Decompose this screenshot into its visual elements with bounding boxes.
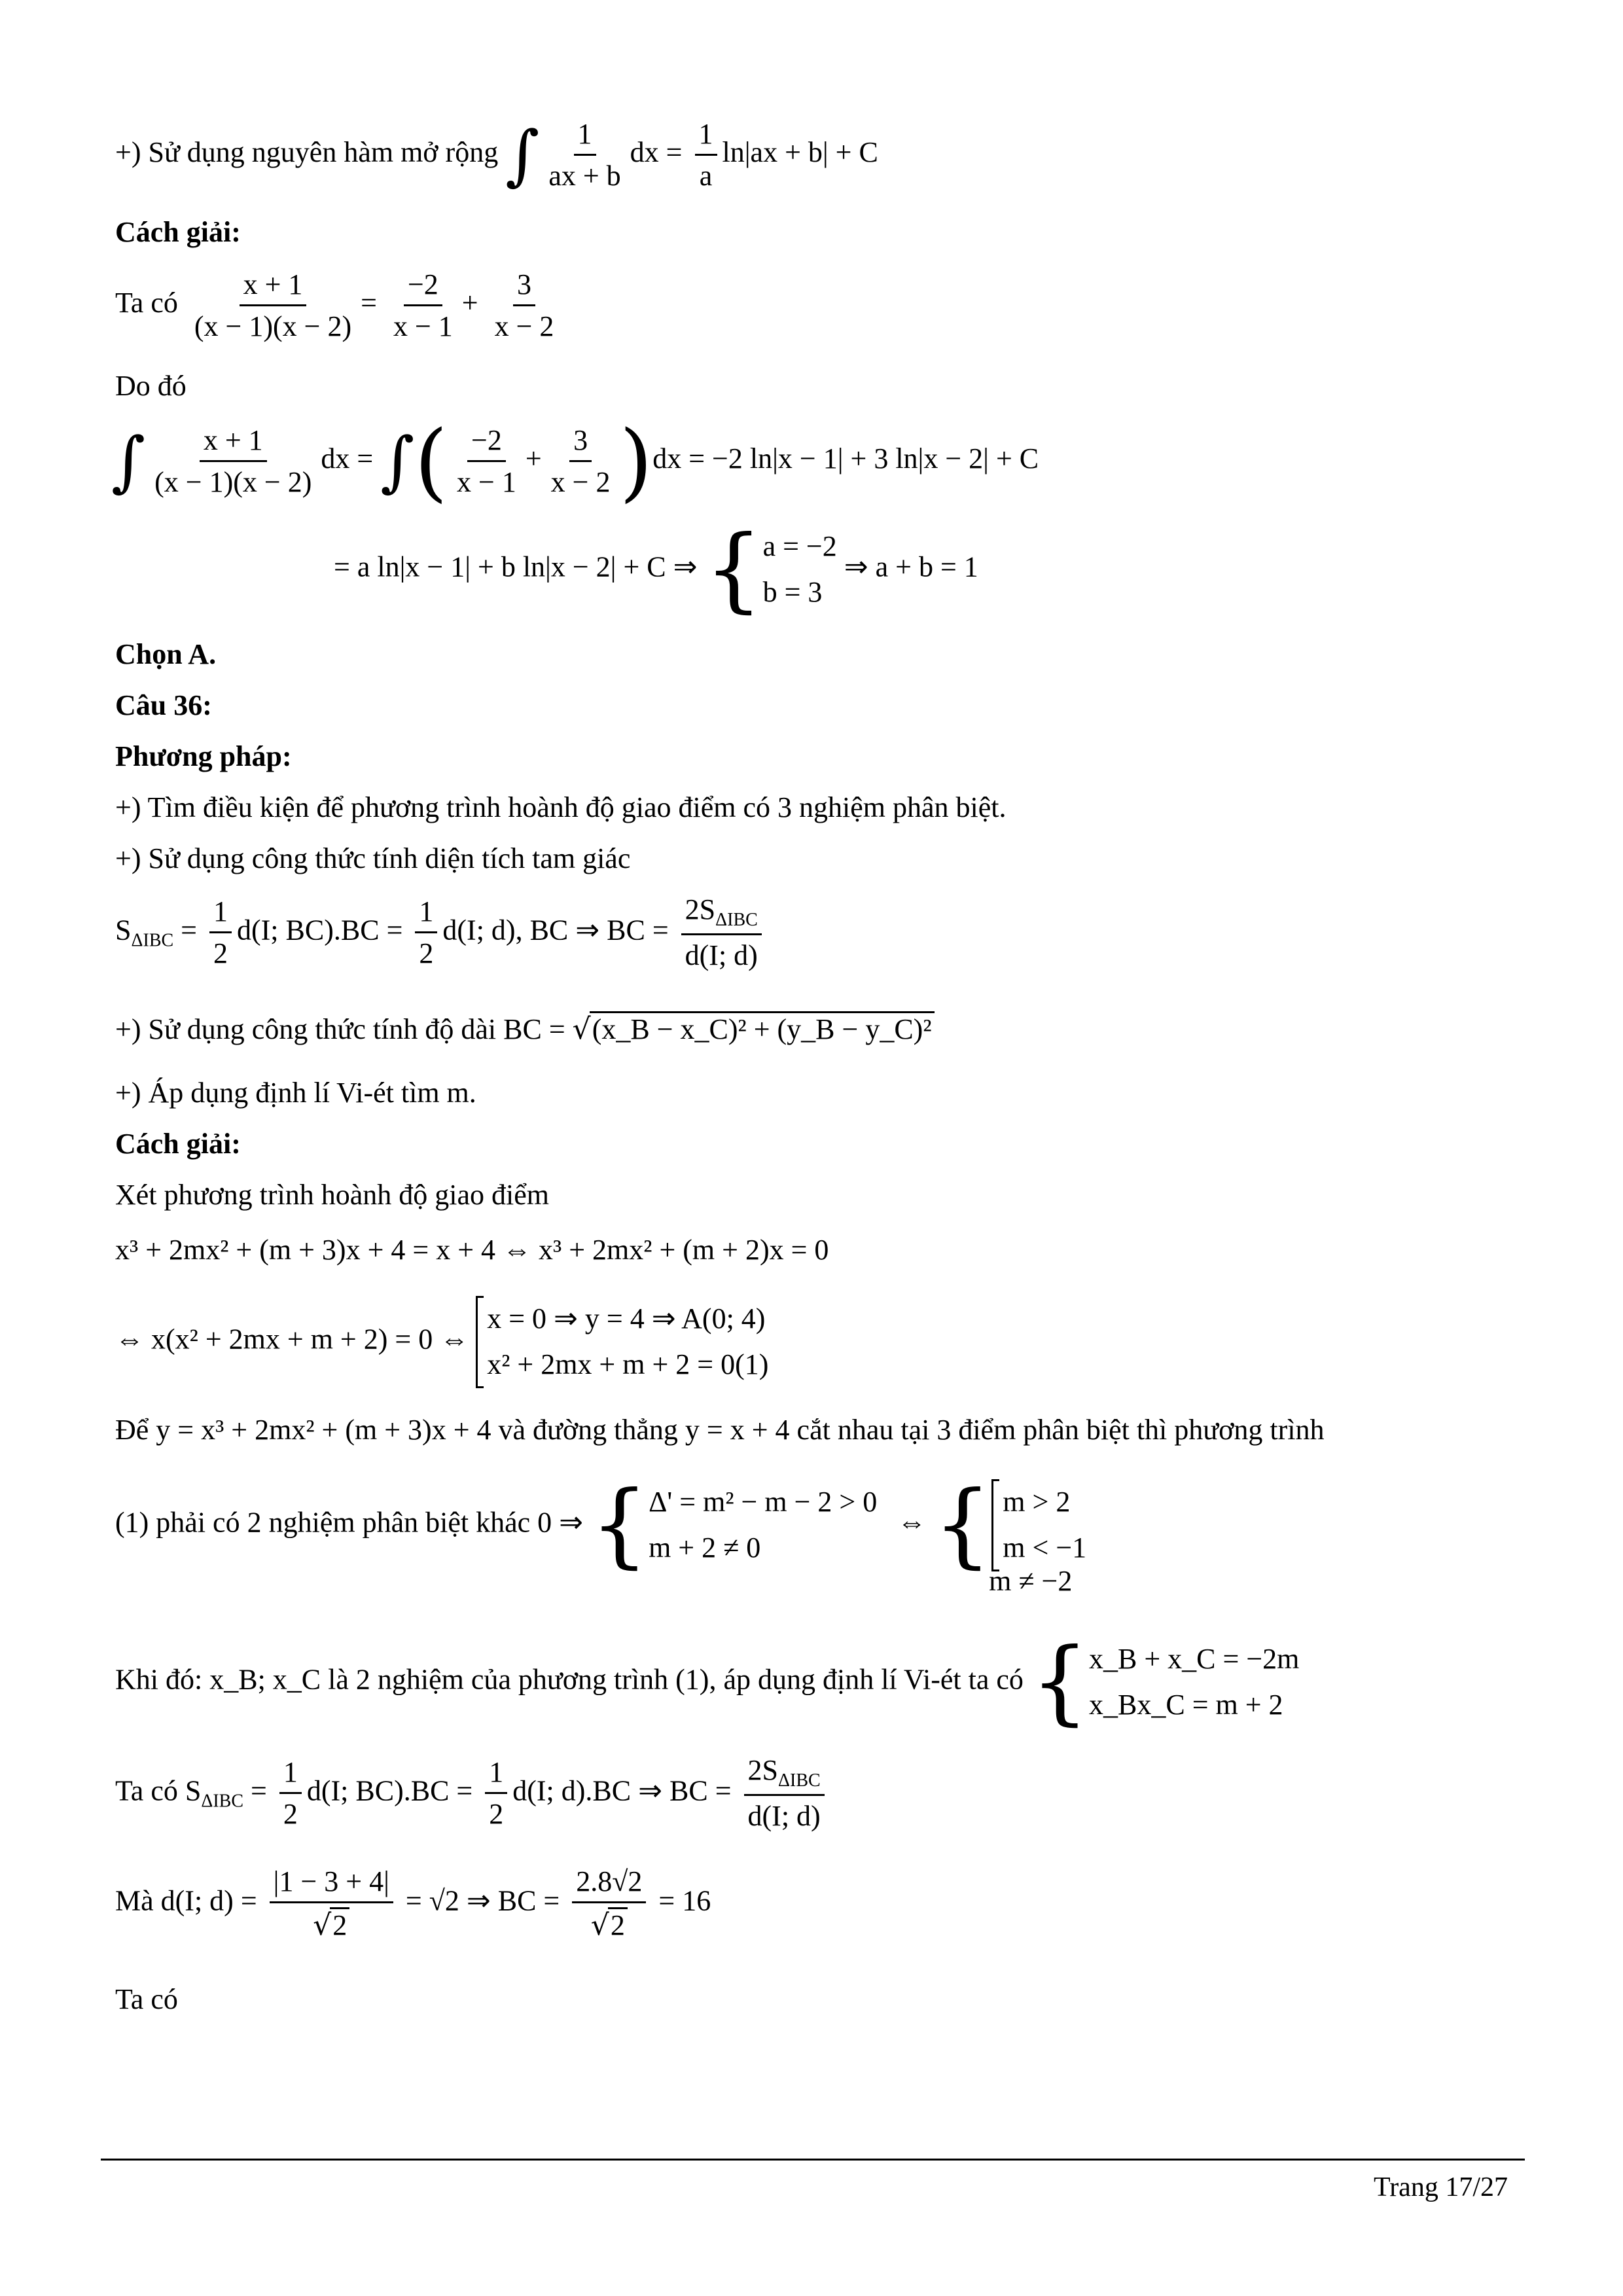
integral-symbol: ∫ — [505, 117, 540, 194]
method-step-5: +) Áp dụng định lí Vi-ét tìm m. — [115, 1077, 476, 1109]
question-number: Câu 36: — [115, 689, 212, 721]
coefficient-result-line: = a ln|x − 1| + b ln|x − 2| + C ⇒ { a = −2 b = 3 ⇒ a + b = 1 — [334, 516, 978, 623]
method-step-2: +) Sử dụng công thức tính diện tích tam giác — [115, 842, 631, 874]
answer-choice: Chọn A. — [115, 638, 217, 670]
factorization-line: ⇔ x(x² + 2mx + m + 2) = 0 ⇔ x = 0 ⇒ y = 4 ⇒ A(0; 4) x² + 2mx + m + 2 = 0(1) — [115, 1296, 768, 1388]
condition-statement: Để y = x³ + 2mx² + (m + 3)x + 4 và đường thẳng y = x + 4 cắt nhau tại 3 điểm phân biệt thì phương trình — [115, 1414, 1325, 1446]
length-formula-line: +) Sử dụng công thức tính độ dài BC = √(x_B − x_C)² + (y_B − y_C)² — [115, 1011, 935, 1047]
heading-cach-giai: Cách giải: — [115, 216, 241, 248]
distance-computation-line: Mà d(I; d) = $\frac{|1 - 3 + 4|}{√2}$ = √2 ⇒ BC = $\frac{2.8√2}{√2}$ = 16 — [115, 1865, 711, 1942]
partial-fraction-line: Ta có $\frac{x + 1}{(x - 1)(x - 2)}$ = $\frac{-2}{x - 1}$ + $\frac{3}{x - 2}$ — [115, 268, 554, 342]
area-formula-line: $S_{\Delta IBC}$ = $\frac{1}{2}$ d(I; BC).BC = $\frac{1}{2}$ d(I; d), BC ⇒ BC = $\frac{2S_{\Delta IBC}}{d(I; d)}$ — [115, 893, 767, 973]
heading-phuong-phap: Phương pháp: — [115, 740, 292, 772]
solution-line-1: Xét phương trình hoành độ giao điểm — [115, 1179, 550, 1211]
antiderivative-formula-line: +) Sử dụng nguyên hàm mở rộng ∫ $\frac{1}{ax + b}$ dx = $\frac{1}{a}$ ln|ax + b| + C — [115, 117, 878, 194]
conditions-line: (1) phải có 2 nghiệm phân biệt khác 0 ⇒ { Δ' = m² − m − 2 > 0 m + 2 ≠ 0 ⇔ { m > 2 m < −1 m ≠ −2 — [115, 1471, 1087, 1598]
area-computation-line: Ta có $S_{\Delta IBC}$ = $\frac{1}{2}$ d(I; BC).BC = $\frac{1}{2}$ d(I; d).BC ⇒ BC = $\frac{2S_{\Delta IBC}}{d(I; d)}$ — [115, 1754, 830, 1833]
solution-equation: x³ + 2mx² + (m + 3)x + 4 = x + 4 ⇔ x³ + 2mx² + (m + 2)x = 0 — [115, 1234, 829, 1266]
text-do-do: Do đó — [115, 370, 187, 402]
vieta-line: Khi đó: x_B; x_C là 2 nghiệm của phương trình (1), áp dụng định lí Vi-ét ta có { x_B + x_C = −2m x_Bx_C = m + 2 — [115, 1628, 1300, 1736]
text: +) Sử dụng nguyên hàm mở rộng — [115, 136, 499, 169]
text-ta-co: Ta có — [115, 1983, 178, 2015]
heading-cach-giai-2: Cách giải: — [115, 1128, 241, 1160]
method-step-1: +) Tìm điều kiện để phương trình hoành độ giao điểm có 3 nghiệm phân biệt. — [115, 791, 1007, 823]
fraction: $\frac{1}{ax + b}$ — [548, 118, 621, 192]
page-number: Trang 17/27 — [1374, 2172, 1508, 2202]
footer-divider — [101, 2159, 1525, 2161]
fraction: $\frac{1}{a}$ — [695, 118, 717, 192]
integral-computation-line: ∫ $\frac{x + 1}{(x - 1)(x - 2)}$ dx = ∫( $\frac{-2}{x - 1}$ + $\frac{3}{x - 2}$ )dx = −2 ln|x − 1| + 3 ln|x − 2| + C — [111, 412, 1039, 511]
